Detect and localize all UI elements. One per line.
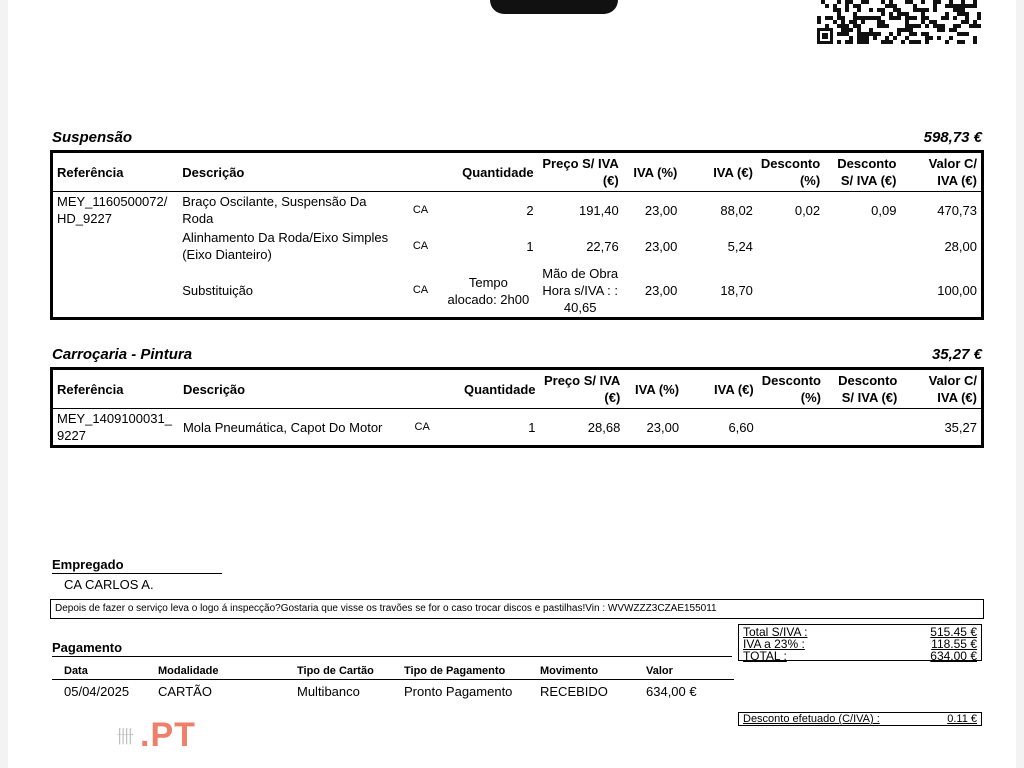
qr-finder xyxy=(822,33,828,39)
qr-module xyxy=(909,28,913,32)
qr-module xyxy=(893,36,897,40)
payment-mode: CARTÃO xyxy=(158,684,212,699)
qr-module xyxy=(833,4,837,8)
cell-iva-eur: 88,02 xyxy=(720,202,753,218)
qr-module xyxy=(857,8,861,12)
qr-module xyxy=(837,32,841,36)
qr-module xyxy=(901,28,905,32)
qr-module xyxy=(933,24,937,28)
qr-module xyxy=(857,24,861,28)
discount-box xyxy=(738,712,982,726)
qr-module xyxy=(941,24,945,28)
payment-type: Pronto Pagamento xyxy=(404,684,513,699)
qr-module xyxy=(945,16,949,20)
qr-module xyxy=(913,8,917,12)
qr-module xyxy=(973,40,977,44)
qr-module xyxy=(865,40,869,44)
qr-module xyxy=(933,4,937,8)
qr-module xyxy=(897,12,901,16)
table-header-row xyxy=(52,152,983,192)
qr-module xyxy=(869,8,873,12)
section-total: 35,27 € xyxy=(931,346,982,363)
total-grand-value: 634.00 € xyxy=(930,649,977,663)
column-header: Valor C/ IVA (€) xyxy=(900,152,982,192)
column-header xyxy=(403,369,440,409)
qr-module xyxy=(961,20,965,24)
qr-module xyxy=(833,20,837,24)
qr-module xyxy=(969,24,973,28)
qr-module xyxy=(953,4,957,8)
qr-module xyxy=(957,8,961,12)
qr-module xyxy=(849,20,853,24)
qr-module xyxy=(901,40,905,44)
qr-module xyxy=(933,8,937,12)
qr-module xyxy=(957,4,961,8)
qr-module xyxy=(881,0,885,4)
cell-unit: CA xyxy=(412,239,429,252)
qr-module xyxy=(857,16,861,20)
qr-module xyxy=(861,16,865,20)
qr-module xyxy=(905,36,909,40)
watermark-text: .PT xyxy=(140,716,196,754)
cell-disc-pct xyxy=(758,409,825,447)
cell-disc-eur xyxy=(824,228,900,264)
qr-module xyxy=(889,32,893,36)
qr-module xyxy=(925,24,929,28)
qr-module xyxy=(857,28,861,32)
qr-module xyxy=(897,8,901,12)
qr-module xyxy=(905,0,909,4)
qr-module xyxy=(845,28,849,32)
qr-module xyxy=(873,16,877,20)
qr-module xyxy=(937,36,941,40)
qr-module xyxy=(849,28,853,32)
company-logo xyxy=(490,0,618,14)
table-row xyxy=(52,264,983,319)
qr-module xyxy=(941,16,945,20)
qr-module xyxy=(885,24,889,28)
qr-module xyxy=(897,28,901,32)
cell-disc-pct: 0,02 xyxy=(794,202,821,218)
section-title: Carroçaria - Pintura xyxy=(52,346,193,363)
cell-unit: CA xyxy=(414,420,430,433)
qr-module xyxy=(881,12,885,16)
cell-desc: Alinhamento Da Roda/Eixo Simples (Eixo Dianteiro) xyxy=(182,230,389,262)
cell-qty: 2 xyxy=(526,202,534,218)
qr-module xyxy=(893,4,897,8)
qr-module xyxy=(953,16,957,20)
qr-module xyxy=(901,12,905,16)
payment-header-type: Tipo de Pagamento xyxy=(404,665,506,677)
qr-module xyxy=(881,24,885,28)
qr-module xyxy=(889,4,893,8)
cell-total: 100,00 xyxy=(937,283,977,298)
qr-module xyxy=(889,16,893,20)
total-row-grand xyxy=(743,650,977,662)
cell-iva-pct: 23,00 xyxy=(644,283,678,298)
qr-module xyxy=(861,0,865,4)
qr-module xyxy=(845,0,849,4)
cell-iva-pct: 23,00 xyxy=(646,419,680,435)
qr-module xyxy=(953,8,957,12)
qr-module xyxy=(833,8,837,12)
qr-module xyxy=(977,16,981,20)
qr-module xyxy=(953,28,957,32)
qr-module xyxy=(973,20,977,24)
qr-module xyxy=(977,12,981,16)
column-header: IVA (%) xyxy=(623,152,682,192)
service-note: Depois de fazer o serviço leva o logo á inspecção?Gostaria que visse os travões se for o caso trocar discos e pastilhas!Vin : WVWZZZ3CZAE155011 xyxy=(50,599,984,619)
payment-movement: RECEBIDO xyxy=(540,684,608,699)
qr-module xyxy=(849,36,853,40)
qr-module xyxy=(913,40,917,44)
qr-module xyxy=(905,24,909,28)
qr-module xyxy=(921,16,925,20)
qr-module xyxy=(857,32,861,36)
qr-module xyxy=(929,36,933,40)
qr-module xyxy=(917,40,921,44)
qr-module xyxy=(949,36,953,40)
qr-module xyxy=(909,32,913,36)
qr-module xyxy=(841,20,845,24)
qr-module xyxy=(917,24,921,28)
column-header: Descrição xyxy=(178,152,402,192)
qr-module xyxy=(913,4,917,8)
qr-module xyxy=(873,32,877,36)
qr-module xyxy=(841,28,845,32)
qr-module xyxy=(849,40,853,44)
cell-qty: 1 xyxy=(526,238,534,254)
qr-module xyxy=(881,8,885,12)
qr-module xyxy=(961,12,965,16)
qr-module xyxy=(905,16,909,20)
cell-disc-eur xyxy=(825,409,901,447)
qr-module xyxy=(905,12,909,16)
watermark-grid-icon: 卌 xyxy=(116,726,132,748)
qr-module xyxy=(861,20,865,24)
qr-module xyxy=(889,12,893,16)
qr-module xyxy=(885,4,889,8)
cell-desc: Braço Oscilante, Suspensão Da Roda xyxy=(182,194,367,226)
qr-module xyxy=(961,8,965,12)
qr-module xyxy=(845,40,849,44)
qr-module xyxy=(925,36,929,40)
qr-module xyxy=(861,40,865,44)
qr-module xyxy=(865,0,869,4)
qr-module xyxy=(921,12,925,16)
qr-module xyxy=(925,8,929,12)
qr-module xyxy=(965,32,969,36)
qr-module xyxy=(973,4,977,8)
cell-qty: 1 xyxy=(528,419,536,435)
cell-disc-eur xyxy=(824,264,900,319)
employee-name: CA CARLOS A. xyxy=(64,577,154,592)
cell-desc: Mola Pneumática, Capot Do Motor xyxy=(182,419,383,435)
qr-module xyxy=(913,24,917,28)
payment-header-mode: Modalidade xyxy=(158,665,219,677)
qr-module xyxy=(937,28,941,32)
qr-module xyxy=(949,28,953,32)
cell-unit: CA xyxy=(412,284,429,296)
qr-module xyxy=(909,0,913,4)
column-header: Preço S/ IVA (€) xyxy=(540,369,625,409)
column-header: Valor C/ IVA (€) xyxy=(901,369,982,409)
column-header: IVA (%) xyxy=(624,369,683,409)
qr-module xyxy=(877,20,881,24)
qr-module xyxy=(977,24,981,28)
qr-module xyxy=(913,16,917,20)
qr-module xyxy=(825,4,829,8)
employee-label: Empregado xyxy=(52,557,222,574)
qr-module xyxy=(845,4,849,8)
qr-module xyxy=(861,32,865,36)
cell-disc-pct xyxy=(757,264,824,319)
cell-disc-pct xyxy=(757,228,824,264)
page-edge-right xyxy=(1016,0,1024,768)
cell-price: 191,40 xyxy=(578,202,619,218)
column-header: IVA (€) xyxy=(683,369,758,409)
qr-module xyxy=(933,20,937,24)
qr-module xyxy=(865,16,869,20)
qr-module xyxy=(913,32,917,36)
qr-module xyxy=(861,36,865,40)
cell-iva-eur: 5,24 xyxy=(727,238,753,254)
qr-module xyxy=(949,0,953,4)
table-header-row xyxy=(52,369,983,409)
qr-module xyxy=(853,20,857,24)
qr-module xyxy=(909,40,913,44)
cell-unit: CA xyxy=(412,203,429,216)
qr-module xyxy=(957,32,961,36)
qr-module xyxy=(945,12,949,16)
qr-module xyxy=(965,20,969,24)
discount-label: Desconto efetuado (C/IVA) : xyxy=(743,713,880,725)
cell-ref: MEY_1409100031_ 9227 xyxy=(57,411,172,443)
qr-module xyxy=(849,0,853,4)
qr-module xyxy=(885,40,889,44)
qr-module xyxy=(889,0,893,4)
qr-module xyxy=(961,40,965,44)
cell-ref xyxy=(52,228,179,264)
qr-module xyxy=(921,8,925,12)
section-title: Suspensão xyxy=(52,129,133,146)
qr-module xyxy=(837,16,841,20)
cell-price: Mão de Obra Hora s/IVA : : 40,65 xyxy=(542,266,619,315)
qr-module xyxy=(877,8,881,12)
qr-module xyxy=(885,36,889,40)
qr-module xyxy=(905,20,909,24)
watermark xyxy=(116,716,196,755)
qr-module xyxy=(869,16,873,20)
total-vat-label: IVA a 23% : xyxy=(743,637,805,651)
qr-module xyxy=(881,20,885,24)
qr-module xyxy=(845,24,849,28)
qr-code-icon xyxy=(817,0,981,44)
cell-iva-eur: 6,60 xyxy=(728,419,754,435)
column-header: Desconto S/ IVA (€) xyxy=(824,152,900,192)
cell-iva-pct: 23,00 xyxy=(644,202,678,218)
qr-module xyxy=(941,28,945,32)
qr-module xyxy=(821,0,825,4)
qr-module xyxy=(853,4,857,8)
discount-value: 0.11 € xyxy=(947,713,977,725)
qr-module xyxy=(869,32,873,36)
qr-module xyxy=(969,4,973,8)
qr-module xyxy=(909,16,913,20)
cell-ref xyxy=(52,264,179,319)
total-net-label: Total S/IVA : xyxy=(743,625,808,639)
section-header xyxy=(52,346,982,363)
qr-module xyxy=(893,16,897,20)
qr-module xyxy=(881,40,885,44)
qr-module xyxy=(937,24,941,28)
column-header: Descrição xyxy=(179,369,403,409)
cell-iva-pct: 23,00 xyxy=(644,238,678,254)
column-header: Referência xyxy=(52,152,179,192)
qr-module xyxy=(817,20,821,24)
payment-header-card: Tipo de Cartão xyxy=(297,665,374,677)
qr-module xyxy=(953,24,957,28)
payment-divider xyxy=(52,679,734,680)
qr-module xyxy=(973,0,977,4)
qr-module xyxy=(829,16,833,20)
qr-module xyxy=(841,32,845,36)
qr-module xyxy=(837,40,841,44)
column-header: Desconto (%) xyxy=(757,152,824,192)
qr-module xyxy=(865,32,869,36)
payment-header-date: Data xyxy=(64,665,88,677)
qr-module xyxy=(961,0,965,4)
cell-qty: Tempo alocado: 2h00 xyxy=(447,274,530,307)
column-header: Referência xyxy=(52,369,179,409)
qr-module xyxy=(945,40,949,44)
items-table xyxy=(50,150,984,320)
qr-module xyxy=(921,0,925,4)
table-row xyxy=(52,409,983,447)
payment-card: Multibanco xyxy=(297,684,360,699)
qr-module xyxy=(837,12,841,16)
qr-module xyxy=(937,0,941,4)
column-header xyxy=(402,152,439,192)
cell-total: 470,73 xyxy=(937,202,977,218)
page-edge-left xyxy=(0,0,8,768)
cell-total: 28,00 xyxy=(944,238,977,254)
qr-module xyxy=(965,4,969,8)
qr-module xyxy=(925,40,929,44)
qr-module xyxy=(873,36,877,40)
total-grand-label: TOTAL : xyxy=(743,649,787,663)
payment-date: 05/04/2025 xyxy=(64,684,130,699)
qr-module xyxy=(949,4,953,8)
qr-module xyxy=(853,24,857,28)
qr-module xyxy=(933,0,937,4)
cell-desc: Substituição xyxy=(182,283,254,298)
qr-module xyxy=(841,24,845,28)
totals-box xyxy=(738,624,982,661)
column-header: IVA (€) xyxy=(681,152,757,192)
payment-header-movement: Movimento xyxy=(540,665,599,677)
qr-module xyxy=(837,24,841,28)
payment-label: Pagamento xyxy=(52,640,732,657)
cell-iva-eur: 18,70 xyxy=(720,283,753,298)
qr-module xyxy=(857,4,861,8)
qr-module xyxy=(857,36,861,40)
qr-module xyxy=(921,20,925,24)
qr-module xyxy=(877,32,881,36)
qr-module xyxy=(825,16,829,20)
qr-module xyxy=(909,24,913,28)
qr-module xyxy=(845,8,849,12)
total-vat-value: 118.55 € xyxy=(931,637,977,651)
qr-module xyxy=(961,32,965,36)
section-header xyxy=(52,129,982,146)
qr-module xyxy=(837,8,841,12)
qr-module xyxy=(973,36,977,40)
payment-header-value: Valor xyxy=(646,665,673,677)
qr-module xyxy=(957,24,961,28)
qr-module xyxy=(897,32,901,36)
qr-module xyxy=(845,32,849,36)
qr-module xyxy=(965,12,969,16)
cell-total: 35,27 xyxy=(944,419,977,435)
qr-module xyxy=(957,40,961,44)
column-header: Preço S/ IVA (€) xyxy=(538,152,623,192)
column-header: Quantidade xyxy=(439,152,537,192)
qr-module xyxy=(897,16,901,20)
qr-module xyxy=(921,32,925,36)
qr-module xyxy=(853,12,857,16)
cell-price: 22,76 xyxy=(586,238,619,254)
cell-ref: MEY_1160500072/ HD_9227 xyxy=(57,194,168,226)
qr-module xyxy=(841,16,845,20)
cell-disc-eur: 0,09 xyxy=(871,202,897,218)
qr-module xyxy=(973,24,977,28)
qr-module xyxy=(905,28,909,32)
qr-module xyxy=(825,24,829,28)
qr-module xyxy=(961,4,965,8)
qr-module xyxy=(957,12,961,16)
section-total: 598,73 € xyxy=(923,129,982,146)
column-header: Desconto (%) xyxy=(758,369,825,409)
qr-module xyxy=(857,40,861,44)
column-header: Quantidade xyxy=(441,369,540,409)
qr-module xyxy=(869,28,873,32)
qr-module xyxy=(837,0,841,4)
table-row xyxy=(52,192,983,229)
qr-module xyxy=(965,16,969,20)
qr-module xyxy=(893,8,897,12)
qr-module xyxy=(877,16,881,20)
qr-module xyxy=(929,20,933,24)
qr-module xyxy=(889,40,893,44)
qr-module xyxy=(853,16,857,20)
qr-module xyxy=(865,36,869,40)
qr-module xyxy=(877,24,881,28)
payment-value: 634,00 € xyxy=(646,684,697,699)
column-header: Desconto S/ IVA (€) xyxy=(825,369,901,409)
cell-price: 28,68 xyxy=(587,419,621,435)
qr-module xyxy=(925,16,929,20)
items-table xyxy=(50,367,984,448)
table-row xyxy=(52,228,983,264)
qr-module xyxy=(945,4,949,8)
total-net-value: 515.45 € xyxy=(930,625,977,639)
qr-module xyxy=(817,16,821,20)
qr-module xyxy=(925,32,929,36)
qr-module xyxy=(917,8,921,12)
